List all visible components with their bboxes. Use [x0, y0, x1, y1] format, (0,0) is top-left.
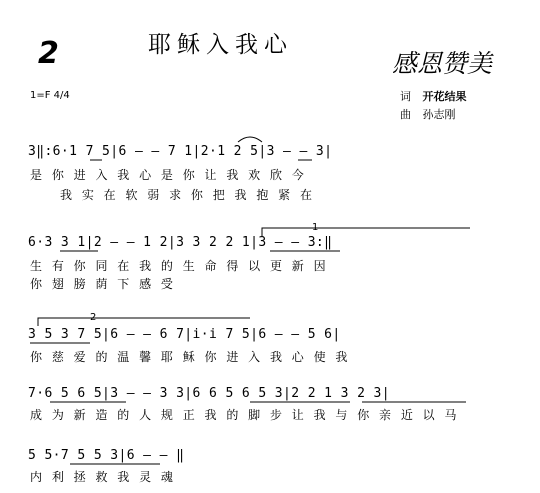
volta-1-bracket [262, 228, 470, 236]
notation-line-4: 7·6 5 6 5|3 — — 3 3|6 6 5 6 5 3|2 2 1 3 2 3| [28, 386, 390, 401]
notation-line-2: 6·3 3 1|2 — — 1 2|3 3 2 2 1|3 — — 3:‖ [28, 235, 333, 250]
lyricist-label: 词 [400, 90, 411, 103]
notation-line-1: 3‖:6·1 7 5|6 — — 7 1|2·1 2 5|3 — — 3| [28, 144, 333, 159]
lyrics-line-5: 内 利 拯 救 我 灵 魂 [30, 470, 173, 484]
song-title: 耶稣入我心 [148, 32, 293, 58]
lyrics-line-1-verse-2: 我 实 在 软 弱 求 你 把 我 抱 紧 在 [60, 188, 312, 202]
composer-name: 孙志刚 [422, 108, 456, 121]
volta-1-label: 1 [312, 222, 319, 233]
album-title: 感恩赞美 [392, 49, 493, 78]
song-number: 2 [38, 36, 59, 71]
key-signature: 1=F 4/4 [30, 90, 70, 101]
notation-line-3: 3 5 3 7 5|6 — — 6 7|i·i 7 5|6 — — 5 6| [28, 327, 341, 342]
volta-2-label: 2 [90, 312, 97, 323]
lyrics-line-2-verse-1: 生 有 你 同 在 我 的 生 命 得 以 更 新 因 [30, 259, 326, 273]
lyrics-line-4: 成 为 新 造 的 人 规 正 我 的 脚 步 让 我 与 你 亲 近 以 马 [30, 408, 457, 422]
lyrics-line-3: 你 慈 爱 的 温 馨 耶 稣 你 进 入 我 心 使 我 [30, 350, 348, 364]
composer-label: 曲 [400, 108, 411, 121]
slur-mark [238, 137, 262, 142]
notation-line-5: 5 5·7 5 5 3|6 — — ‖ [28, 448, 185, 463]
lyrics-line-1-verse-1: 是 你 进 入 我 心 是 你 让 我 欢 欣 今 [30, 168, 304, 182]
lyricist-name: 开花结果 [422, 90, 467, 103]
volta-2-bracket [38, 318, 250, 326]
lyrics-line-2-verse-2: 你 翅 膀 荫 下 感 受 [30, 277, 173, 291]
